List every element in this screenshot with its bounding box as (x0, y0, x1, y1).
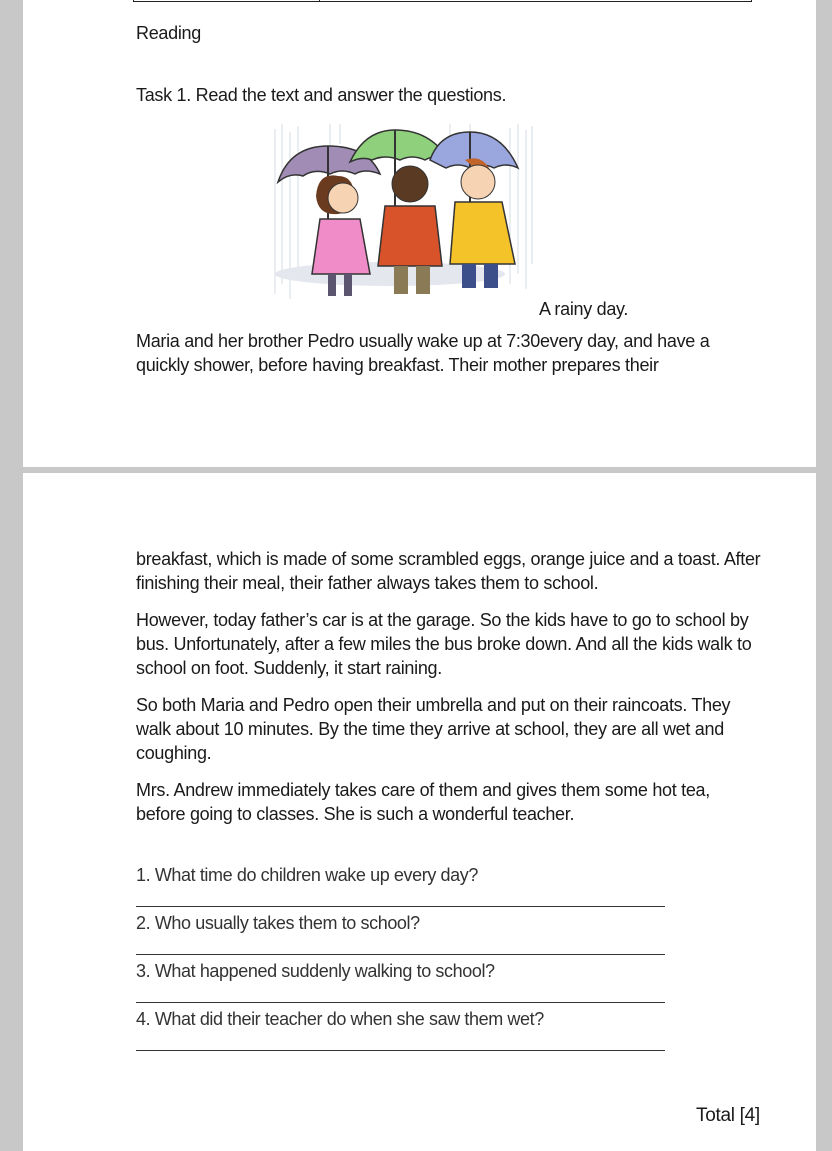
total-score: Total [4] (696, 1105, 760, 1126)
story-paragraph-start: Maria and her brother Pedro usually wake up at 7:30every day, and have a quickly shower, before having breakfast. Their mother prepares their (136, 331, 710, 375)
task-label: Task 1. (136, 85, 191, 105)
story-paragraph: Mrs. Andrew immediately takes care of them and gives them some hot tea, before going to classes. She is such a wonderful teacher. (136, 780, 710, 824)
question-1: 1. What time do children wake up every day? (136, 865, 478, 885)
question-3: 3. What happened suddenly walking to school? (136, 961, 495, 981)
section-heading: Reading (136, 23, 201, 43)
answer-line-4[interactable] (136, 1050, 665, 1051)
story-paragraph: breakfast, which is made of some scrambled eggs, orange juice and a toast. After finishing their meal, their father always takes them to school. (136, 549, 761, 593)
answer-line-3[interactable] (136, 1002, 665, 1003)
table-edge (133, 0, 752, 2)
story-paragraph: However, today father’s car is at the garage. So the kids have to go to school by bus. Unfortunately, after a few miles the bus broke down. And all the kids walk to school on foot. Suddenly, it start raining. (136, 610, 752, 678)
answer-line-2[interactable] (136, 954, 665, 955)
story-paragraph: So both Maria and Pedro open their umbrella and put on their raincoats. They walk about 10 minutes. By the time they arrive at school, they are all wet and coughing. (136, 695, 731, 763)
task-instruction (136, 83, 506, 107)
task-text: Read the text and answer the questions. (190, 85, 507, 105)
document-page-2 (23, 473, 816, 1151)
question-4: 4. What did their teacher do when she saw them wet? (136, 1009, 544, 1029)
image-caption: A rainy day. (539, 299, 629, 319)
answer-line-1[interactable] (136, 906, 665, 907)
rainy-day-illustration (270, 124, 535, 314)
document-page-1 (23, 0, 816, 467)
question-2: 2. Who usually takes them to school? (136, 913, 420, 933)
